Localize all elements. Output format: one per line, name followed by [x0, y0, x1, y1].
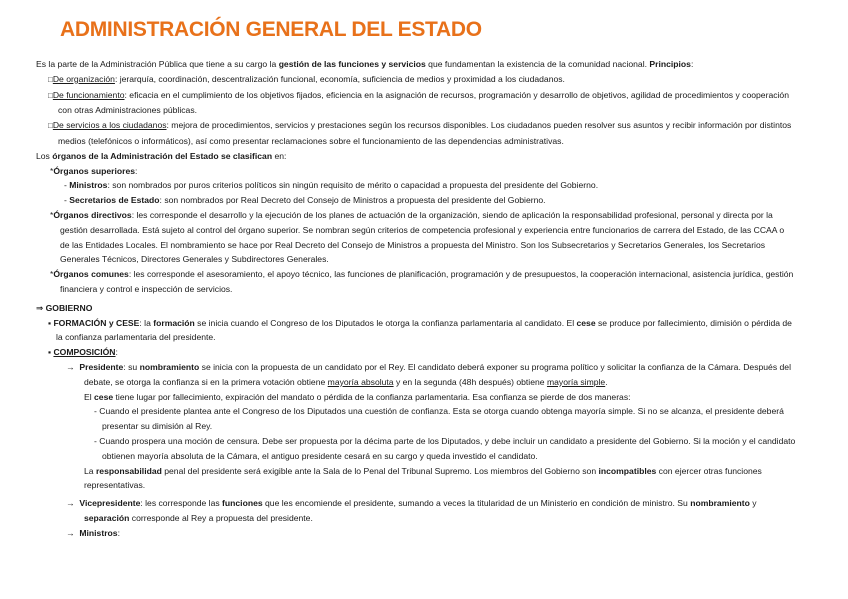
checkbox-icon: □ [48, 121, 53, 131]
organos-superiores-label: Órganos superiores [53, 165, 136, 176]
arrow-right-icon: → [66, 527, 75, 538]
text: tiene lugar por fallecimiento, expiración del mandato o pérdida de la confianza parlamentaria. Esa confianza se pierde de dos maneras: [113, 391, 631, 402]
text: : la [139, 317, 154, 328]
cese-item-censura [94, 434, 796, 464]
text: : les corresponde las [140, 498, 223, 509]
item-text: : son nombrados por puros criterios políticos sin ningún requisito de mérito o capacidad a propuesta del presidente del Gobierno. [107, 180, 599, 191]
principios-label: Principios [649, 59, 691, 69]
principio-text: : mejora de procedimientos, servicios y prestaciones según los recursos disponibles. Los ciudadanos pueden resolver sus asuntos y recibir información por distintos medios (telefónicos o informáticos), así como presentar reclamaciones sobre el funcionamiento de las dependencias administrativas. [58, 120, 792, 146]
intro-text-2: que fundamentan la existencia de la comunidad nacional. [425, 59, 650, 69]
text: y en la segunda (48h después) obtiene [393, 376, 547, 387]
text: se inicia cuando el Congreso de los Diputados le otorga la confianza parlamentaria al candidato. El [194, 317, 577, 328]
formacion-label: FORMACIÓN y CESE [53, 317, 140, 328]
organos-comunes-text: : les corresponde el asesoramiento, el apoyo técnico, las funciones de planificación, programación y de presupuestos, la cooperación internacional, asistencia jurídica, gestión financiera y control e inspección de servicios. [60, 269, 794, 294]
organos-intro-text: Los [36, 150, 53, 161]
highlight: responsabilidad [95, 465, 162, 476]
asterisk-icon: * [50, 269, 54, 280]
organos-directivos [50, 208, 796, 267]
text: corresponde al Rey a propuesta del presidente. [129, 512, 313, 523]
cese-item-confianza [94, 404, 796, 434]
highlight: incompatibles [598, 465, 657, 476]
principio-funcionamiento [46, 88, 796, 119]
principio-label: De funcionamiento [52, 89, 125, 100]
principio-text: : eficacia en el cumplimiento de los objetivos fijados, eficiencia en la asignación de recursos, programación y desarrollo de objetivos, agilidad de procedimientos y cooperación con otras Administraciones públicas. [58, 89, 789, 116]
highlight: nombramiento [690, 498, 750, 509]
item-text: : son nombrados por Real Decreto del Consejo de Ministros a propuesta del presidente del Gobierno. [159, 195, 546, 206]
list-item-ministros [64, 178, 796, 193]
ministros [66, 526, 796, 541]
intro-paragraph [36, 57, 796, 72]
highlight: separación [84, 512, 130, 523]
underlined-text: mayoría simple [546, 376, 606, 387]
text: se inicia con la propuesta de un candidato por el Rey. El candidato deberá exponer su programa político y solicitar la confianza de la Cámara. Después del debate, se otorga la confianza si en la primera votación obtiene [84, 361, 791, 387]
item-text: Cuando el presidente plantea ante el Congreso de los Diputados una cuestión de confianza. Esta se otorga cuando obtenga mayoría simple. Si no se alcanza, el presidente deberá presentar su dimisión al Rey. [99, 406, 784, 432]
checkbox-icon: □ [48, 74, 53, 84]
principio-servicios [46, 118, 796, 149]
text: La [84, 465, 96, 476]
cese-paragraph [84, 390, 796, 405]
page-title: ADMINISTRACIÓN GENERAL DEL ESTADO [60, 18, 482, 41]
organos-directivos-label: Órganos directivos [53, 209, 132, 220]
item-text: Cuando prospera una moción de censura. Debe ser propuesta por la décima parte de los Diputados, y debe incluir un candidato a presidente del Gobierno. Si la moción y el candidato obtienen mayoría absoluta de la Cámara, el antiguo presidente cesará en su cargo y queda investido el candidato. [99, 435, 796, 461]
underlined-text: mayoría absoluta [327, 376, 394, 387]
document-body [36, 57, 796, 541]
text: con ejercer otras funciones representativas. [84, 465, 762, 491]
checkbox-icon: □ [48, 90, 53, 100]
asterisk-icon: * [50, 209, 54, 220]
dash-icon: - [94, 435, 97, 446]
arrow-right-icon: → [66, 361, 75, 372]
colon: : [115, 347, 118, 358]
highlight: nombramiento [139, 361, 200, 372]
text: penal del presidente será exigible ante la Sala de lo Penal del Tribunal Supremo. Los miembros del Gobierno son [161, 465, 599, 476]
principio-organizacion [46, 72, 796, 88]
arrow-right-icon: → [66, 498, 75, 509]
intro-text: Es la parte de la Administración Pública que tiene a su cargo la [36, 59, 279, 69]
principio-text: : jerarquía, coordinación, descentralización funcional, economía, suficiencia de medios y proximidad a los ciudadanos. [114, 73, 565, 84]
text: . [605, 376, 608, 387]
organos-comunes [50, 267, 796, 297]
vicepresidente [66, 496, 796, 526]
dash-icon: - [94, 406, 97, 417]
highlight: cese [576, 317, 596, 328]
gobierno-label: GOBIERNO [45, 302, 93, 313]
colon: : [117, 527, 120, 538]
list-item-secretarios [64, 193, 796, 208]
organos-intro-highlight: órganos de la Administración del Estado se clasifican [52, 150, 273, 161]
text: que les encomiende el presidente, sumando a veces la titularidad de un Ministerio en condición de ministro. Su [262, 498, 691, 509]
highlight: funciones [222, 498, 263, 509]
dash-icon: - [64, 195, 67, 206]
highlight: formación [153, 317, 195, 328]
square-bullet-icon: ▪ [48, 347, 52, 358]
highlight: cese [94, 391, 114, 402]
vicepresidente-label: Vicepresidente [79, 498, 141, 509]
principio-label: De servicios a los ciudadanos [52, 120, 167, 131]
presidente-label: Presidente [79, 361, 124, 372]
principio-label: De organización [52, 73, 115, 84]
responsabilidad-paragraph [84, 464, 796, 494]
item-label: Secretarios de Estado [69, 195, 160, 206]
item-label: Ministros [69, 180, 108, 191]
dash-icon: - [64, 180, 67, 191]
organos-directivos-text: : les corresponde el desarrollo y la ejecución de los planes de actuación de la organización, siendo de aplicación la responsabilidad profesional, personal y directa por la gestión desarrollada. Está sujeto al control del órgano superior. Se nombran según criterios de competencia profesional y experiencia entre funcionarios de carrera del Estado, de las CCAA o de las Entidades Locales. El nombramiento se hace por Real Decreto del Consejo de Ministros a propuesta del Ministro. Son los Subsecretarios y Secretarios Generales, los Secretarios Generales Técnicos, Directores Generales y Subdirectores Generales. [60, 209, 785, 265]
formacion-cese [48, 316, 796, 346]
text: se produce por fallecimiento, dimisión o pérdida de la confianza parlamentaria del presidente. [56, 317, 792, 343]
intro-highlight: gestión de las funciones y servicios [278, 59, 426, 69]
organos-intro-tail: en: [272, 150, 287, 161]
composicion-label: COMPOSICIÓN [53, 347, 116, 358]
text: y [749, 498, 757, 509]
gobierno-heading [36, 301, 796, 316]
text: : su [123, 361, 140, 372]
organos-superiores [50, 164, 796, 179]
presidente [66, 360, 796, 390]
asterisk-icon: * [50, 165, 54, 176]
composicion [48, 345, 796, 360]
organos-comunes-label: Órganos comunes [53, 269, 129, 280]
colon: : [135, 165, 138, 176]
double-arrow-icon: ⇒ [36, 302, 44, 313]
text: El [84, 391, 95, 402]
ministros-label: Ministros [79, 527, 118, 538]
organos-intro [36, 149, 796, 164]
square-bullet-icon: ▪ [48, 317, 52, 328]
intro-colon: : [690, 59, 694, 69]
